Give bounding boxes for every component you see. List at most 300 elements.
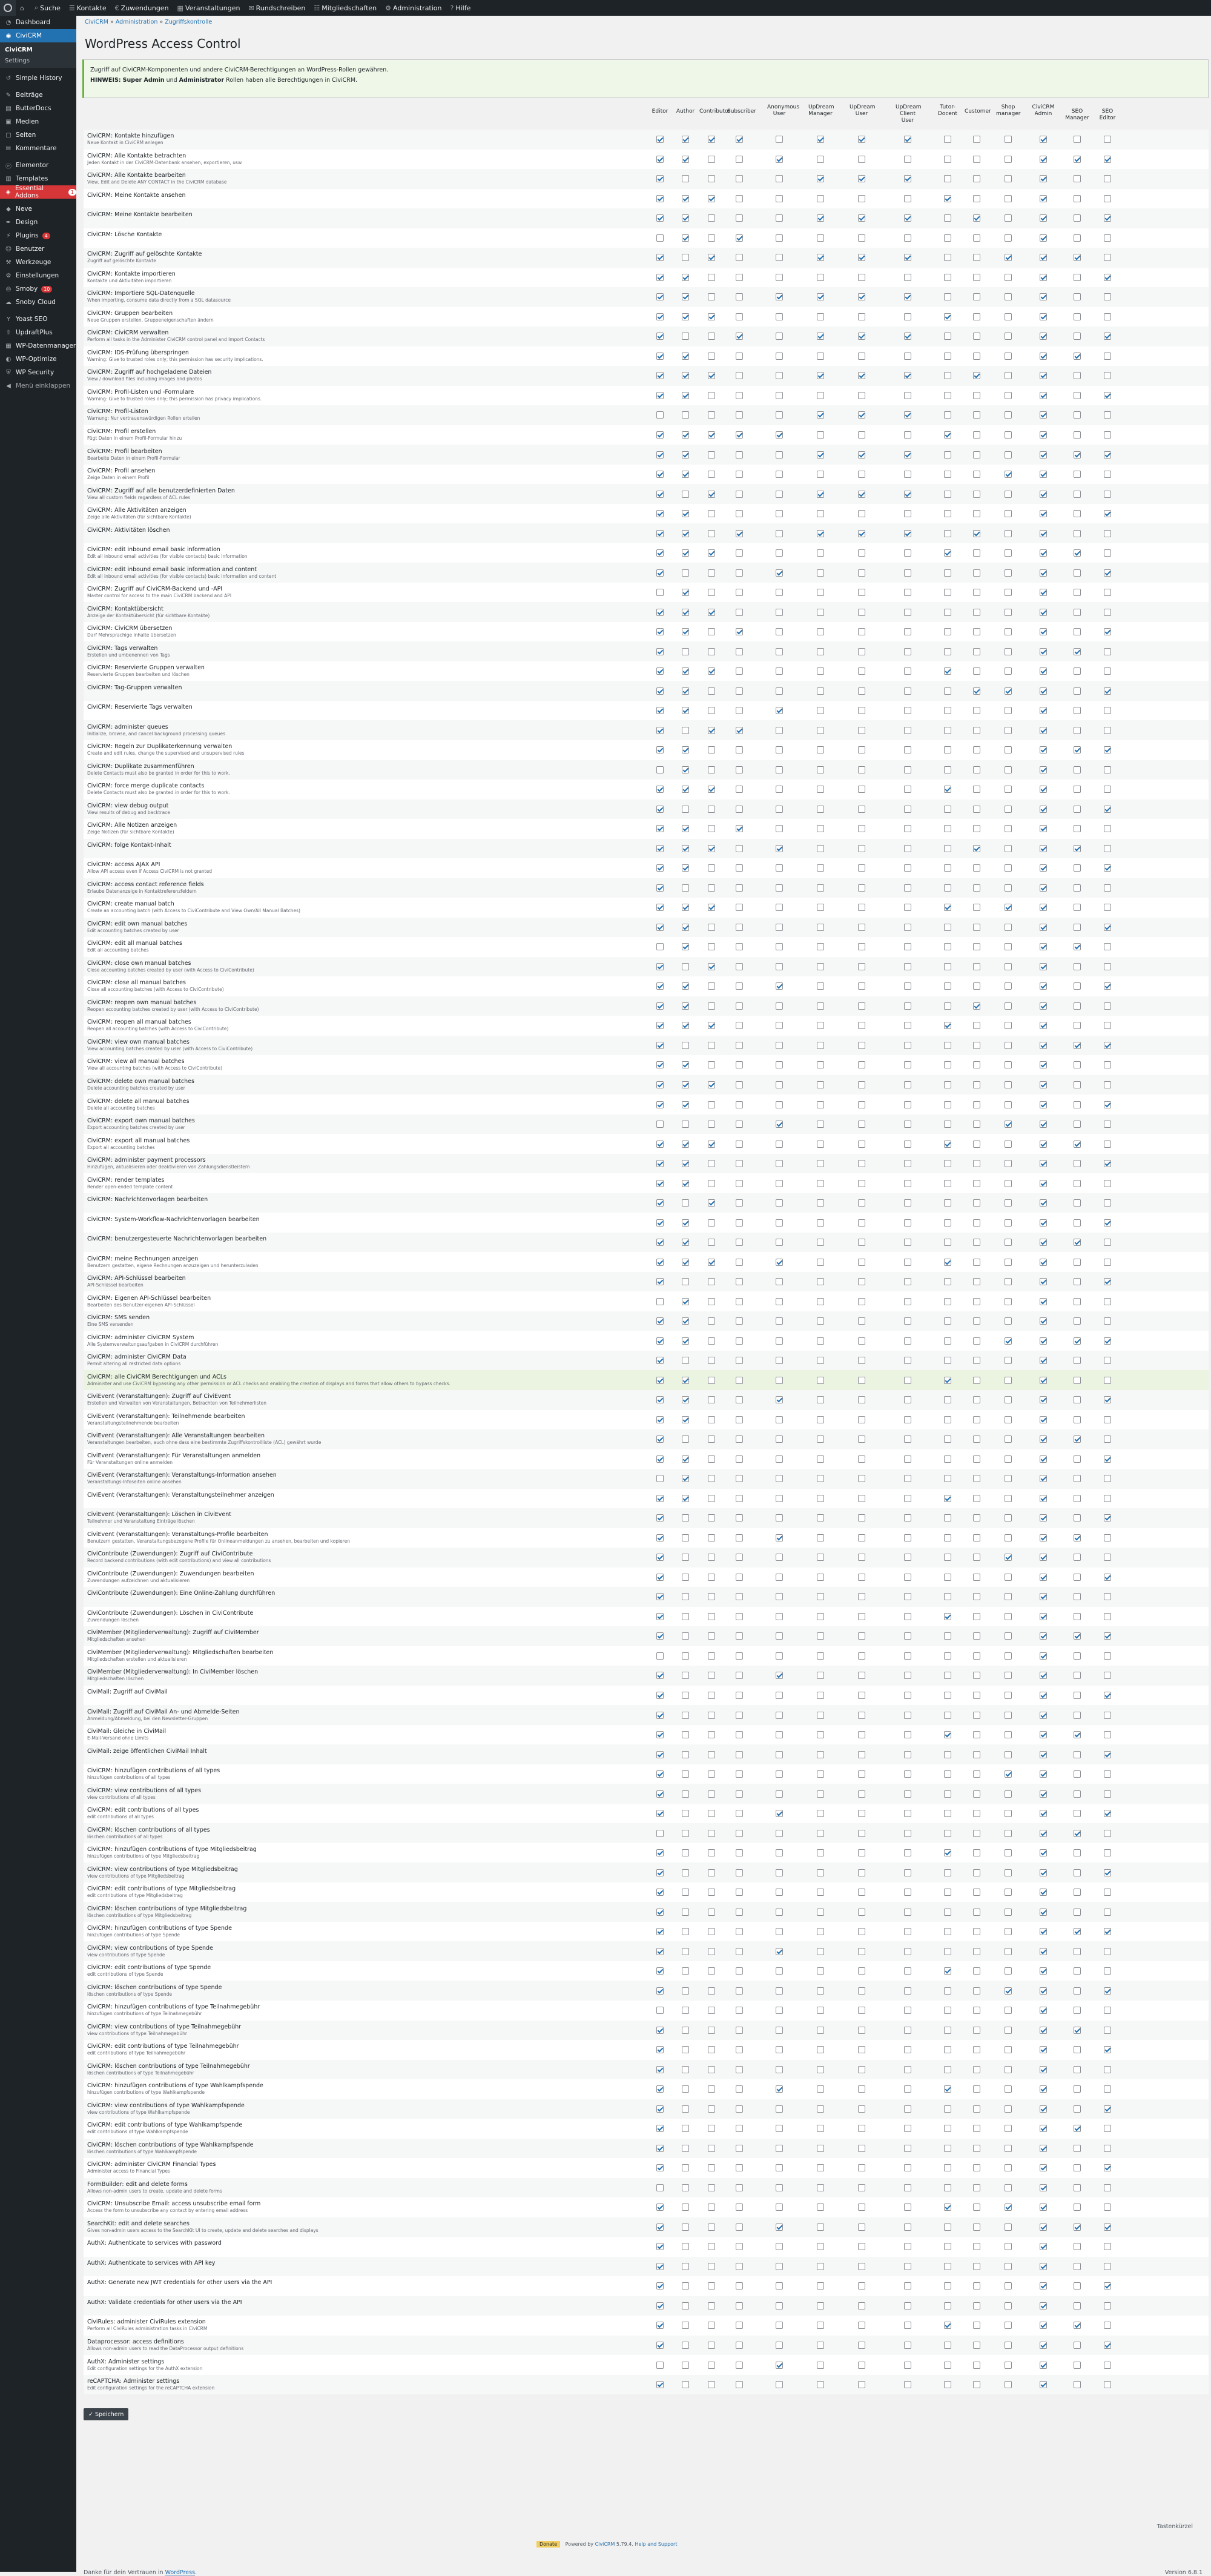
permission-checkbox[interactable] xyxy=(973,1022,980,1029)
permission-checkbox[interactable] xyxy=(708,1909,715,1916)
permission-checkbox[interactable] xyxy=(656,1377,664,1384)
permission-checkbox[interactable] xyxy=(858,530,865,537)
permission-checkbox[interactable] xyxy=(1074,845,1081,852)
permission-checkbox[interactable] xyxy=(776,1593,783,1600)
permission-checkbox[interactable] xyxy=(973,589,980,596)
permission-checkbox[interactable] xyxy=(736,1987,743,1995)
permission-checkbox[interactable] xyxy=(682,1239,689,1246)
permission-checkbox[interactable] xyxy=(1005,1141,1012,1148)
permission-checkbox[interactable] xyxy=(904,431,911,439)
permission-checkbox[interactable] xyxy=(817,353,824,360)
permission-checkbox[interactable] xyxy=(682,569,689,577)
permission-checkbox[interactable] xyxy=(1040,2027,1047,2034)
sidebar-item[interactable] xyxy=(0,216,76,229)
permission-checkbox[interactable] xyxy=(817,1416,824,1423)
permission-checkbox[interactable] xyxy=(944,2105,951,2113)
permission-checkbox[interactable] xyxy=(1005,1731,1012,1738)
permission-checkbox[interactable] xyxy=(904,2243,911,2250)
permission-checkbox[interactable] xyxy=(682,510,689,517)
permission-checkbox[interactable] xyxy=(817,1593,824,1600)
permission-checkbox[interactable] xyxy=(904,234,911,242)
permission-checkbox[interactable] xyxy=(708,589,715,596)
permission-checkbox[interactable] xyxy=(708,195,715,202)
permission-checkbox[interactable] xyxy=(736,2362,743,2369)
permission-checkbox[interactable] xyxy=(1005,2145,1012,2152)
permission-checkbox[interactable] xyxy=(904,2105,911,2113)
permission-checkbox[interactable] xyxy=(776,1377,783,1384)
permission-checkbox[interactable] xyxy=(904,136,911,143)
permission-checkbox[interactable] xyxy=(776,254,783,261)
permission-checkbox[interactable] xyxy=(682,1061,689,1068)
permission-checkbox[interactable] xyxy=(973,2145,980,2152)
permission-checkbox[interactable] xyxy=(904,1180,911,1187)
permission-checkbox[interactable] xyxy=(1104,2263,1111,2270)
permission-checkbox[interactable] xyxy=(1104,1593,1111,1600)
permission-checkbox[interactable] xyxy=(858,2204,865,2211)
permission-checkbox[interactable] xyxy=(682,589,689,596)
permission-checkbox[interactable] xyxy=(1074,1712,1081,1719)
permission-checkbox[interactable] xyxy=(1005,1909,1012,1916)
permission-checkbox[interactable] xyxy=(817,549,824,557)
permission-checkbox[interactable] xyxy=(1005,2342,1012,2349)
permission-checkbox[interactable] xyxy=(904,451,911,459)
adminbar-item[interactable] xyxy=(111,0,173,16)
permission-checkbox[interactable] xyxy=(776,1849,783,1856)
permission-checkbox[interactable] xyxy=(1005,963,1012,970)
permission-checkbox[interactable] xyxy=(656,746,664,753)
permission-checkbox[interactable] xyxy=(1104,2066,1111,2073)
permission-checkbox[interactable] xyxy=(944,2362,951,2369)
permission-checkbox[interactable] xyxy=(776,1455,783,1463)
permission-checkbox[interactable] xyxy=(817,1652,824,1660)
permission-checkbox[interactable] xyxy=(1040,471,1047,478)
permission-checkbox[interactable] xyxy=(708,372,715,379)
permission-checkbox[interactable] xyxy=(708,1317,715,1325)
permission-checkbox[interactable] xyxy=(776,2322,783,2329)
permission-checkbox[interactable] xyxy=(708,2223,715,2231)
permission-checkbox[interactable] xyxy=(858,707,865,714)
permission-checkbox[interactable] xyxy=(1040,1396,1047,1403)
permission-checkbox[interactable] xyxy=(682,1554,689,1561)
permission-checkbox[interactable] xyxy=(682,1770,689,1778)
permission-checkbox[interactable] xyxy=(708,845,715,852)
permission-checkbox[interactable] xyxy=(1104,274,1111,281)
permission-checkbox[interactable] xyxy=(736,392,743,399)
permission-checkbox[interactable] xyxy=(776,411,783,419)
permission-checkbox[interactable] xyxy=(817,2381,824,2388)
permission-checkbox[interactable] xyxy=(944,2125,951,2132)
permission-checkbox[interactable] xyxy=(708,707,715,714)
permission-checkbox[interactable] xyxy=(776,904,783,911)
permission-checkbox[interactable] xyxy=(944,1377,951,1384)
permission-checkbox[interactable] xyxy=(1005,2362,1012,2369)
permission-checkbox[interactable] xyxy=(904,727,911,734)
permission-checkbox[interactable] xyxy=(1104,333,1111,340)
permission-checkbox[interactable] xyxy=(1104,136,1111,143)
permission-checkbox[interactable] xyxy=(776,214,783,222)
permission-checkbox[interactable] xyxy=(1104,806,1111,813)
permission-checkbox[interactable] xyxy=(776,313,783,320)
permission-checkbox[interactable] xyxy=(682,1180,689,1187)
permission-checkbox[interactable] xyxy=(656,1928,664,1935)
permission-checkbox[interactable] xyxy=(1104,1554,1111,1561)
permission-checkbox[interactable] xyxy=(1074,766,1081,773)
permission-checkbox[interactable] xyxy=(656,786,664,793)
permission-checkbox[interactable] xyxy=(1040,1317,1047,1325)
permission-checkbox[interactable] xyxy=(1005,1298,1012,1305)
permission-checkbox[interactable] xyxy=(1074,628,1081,635)
permission-checkbox[interactable] xyxy=(1074,2125,1081,2132)
permission-checkbox[interactable] xyxy=(817,372,824,379)
permission-checkbox[interactable] xyxy=(1005,313,1012,320)
permission-checkbox[interactable] xyxy=(1040,451,1047,459)
permission-checkbox[interactable] xyxy=(817,1514,824,1521)
permission-checkbox[interactable] xyxy=(1005,1317,1012,1325)
permission-checkbox[interactable] xyxy=(656,530,664,537)
permission-checkbox[interactable] xyxy=(944,1199,951,1207)
permission-checkbox[interactable] xyxy=(776,1396,783,1403)
permission-checkbox[interactable] xyxy=(736,766,743,773)
wordpress-logo-icon[interactable] xyxy=(0,0,16,16)
permission-checkbox[interactable] xyxy=(736,1042,743,1049)
permission-checkbox[interactable] xyxy=(973,1357,980,1364)
permission-checkbox[interactable] xyxy=(1074,2362,1081,2369)
permission-checkbox[interactable] xyxy=(904,1160,911,1167)
permission-checkbox[interactable] xyxy=(736,2381,743,2388)
permission-checkbox[interactable] xyxy=(858,1554,865,1561)
permission-checkbox[interactable] xyxy=(708,1239,715,1246)
permission-checkbox[interactable] xyxy=(944,2342,951,2349)
permission-checkbox[interactable] xyxy=(1104,1455,1111,1463)
permission-checkbox[interactable] xyxy=(682,1731,689,1738)
permission-checkbox[interactable] xyxy=(656,687,664,695)
permission-checkbox[interactable] xyxy=(1040,510,1047,517)
permission-checkbox[interactable] xyxy=(682,156,689,163)
permission-checkbox[interactable] xyxy=(708,392,715,399)
permission-checkbox[interactable] xyxy=(708,353,715,360)
permission-checkbox[interactable] xyxy=(656,214,664,222)
permission-checkbox[interactable] xyxy=(708,1298,715,1305)
permission-checkbox[interactable] xyxy=(973,1869,980,1876)
permission-checkbox[interactable] xyxy=(1074,746,1081,753)
permission-checkbox[interactable] xyxy=(1005,884,1012,892)
permission-checkbox[interactable] xyxy=(1005,648,1012,655)
permission-checkbox[interactable] xyxy=(973,313,980,320)
permission-checkbox[interactable] xyxy=(776,2027,783,2034)
permission-checkbox[interactable] xyxy=(904,333,911,340)
permission-checkbox[interactable] xyxy=(1005,411,1012,419)
permission-checkbox[interactable] xyxy=(858,1141,865,1148)
permission-checkbox[interactable] xyxy=(708,1101,715,1108)
permission-checkbox[interactable] xyxy=(904,1967,911,1975)
permission-checkbox[interactable] xyxy=(708,2381,715,2388)
permission-checkbox[interactable] xyxy=(944,648,951,655)
permission-checkbox[interactable] xyxy=(1040,1593,1047,1600)
permission-checkbox[interactable] xyxy=(656,2263,664,2270)
permission-checkbox[interactable] xyxy=(1005,1042,1012,1049)
permission-checkbox[interactable] xyxy=(858,313,865,320)
permission-checkbox[interactable] xyxy=(708,549,715,557)
permission-checkbox[interactable] xyxy=(708,864,715,872)
permission-checkbox[interactable] xyxy=(1040,2381,1047,2388)
permission-checkbox[interactable] xyxy=(708,924,715,931)
permission-checkbox[interactable] xyxy=(1005,1692,1012,1699)
permission-checkbox[interactable] xyxy=(1005,1278,1012,1285)
permission-checkbox[interactable] xyxy=(656,1022,664,1029)
permission-checkbox[interactable] xyxy=(1005,1416,1012,1423)
permission-checkbox[interactable] xyxy=(1040,156,1047,163)
sidebar-item[interactable] xyxy=(0,313,76,326)
permission-checkbox[interactable] xyxy=(1005,609,1012,616)
permission-checkbox[interactable] xyxy=(973,1475,980,1482)
permission-checkbox[interactable] xyxy=(656,333,664,340)
permission-checkbox[interactable] xyxy=(656,1810,664,1817)
permission-checkbox[interactable] xyxy=(1104,2105,1111,2113)
permission-checkbox[interactable] xyxy=(776,353,783,360)
permission-checkbox[interactable] xyxy=(904,2302,911,2309)
permission-checkbox[interactable] xyxy=(817,667,824,675)
permission-checkbox[interactable] xyxy=(1104,1199,1111,1207)
sidebar-item[interactable] xyxy=(0,71,76,85)
permission-checkbox[interactable] xyxy=(656,1357,664,1364)
permission-checkbox[interactable] xyxy=(904,195,911,202)
permission-checkbox[interactable] xyxy=(1005,175,1012,182)
permission-checkbox[interactable] xyxy=(656,2066,664,2073)
permission-checkbox[interactable] xyxy=(708,982,715,990)
permission-checkbox[interactable] xyxy=(1104,1337,1111,1345)
permission-checkbox[interactable] xyxy=(1074,1061,1081,1068)
permission-checkbox[interactable] xyxy=(1005,2302,1012,2309)
permission-checkbox[interactable] xyxy=(1040,609,1047,616)
permission-checkbox[interactable] xyxy=(973,1377,980,1384)
permission-checkbox[interactable] xyxy=(817,2007,824,2014)
permission-checkbox[interactable] xyxy=(776,510,783,517)
permission-checkbox[interactable] xyxy=(858,2164,865,2171)
permission-checkbox[interactable] xyxy=(904,1239,911,1246)
permission-checkbox[interactable] xyxy=(708,1121,715,1128)
permission-checkbox[interactable] xyxy=(904,943,911,950)
permission-checkbox[interactable] xyxy=(944,2164,951,2171)
permission-checkbox[interactable] xyxy=(904,1377,911,1384)
permission-checkbox[interactable] xyxy=(776,1751,783,1758)
permission-checkbox[interactable] xyxy=(944,687,951,695)
permission-checkbox[interactable] xyxy=(776,530,783,537)
permission-checkbox[interactable] xyxy=(904,2007,911,2014)
permission-checkbox[interactable] xyxy=(1040,353,1047,360)
permission-checkbox[interactable] xyxy=(944,1002,951,1010)
permission-checkbox[interactable] xyxy=(944,746,951,753)
permission-checkbox[interactable] xyxy=(944,2007,951,2014)
permission-checkbox[interactable] xyxy=(904,1259,911,1266)
permission-checkbox[interactable] xyxy=(858,1632,865,1640)
adminbar-item[interactable] xyxy=(244,0,309,16)
permission-checkbox[interactable] xyxy=(973,1849,980,1856)
permission-checkbox[interactable] xyxy=(708,1514,715,1521)
permission-checkbox[interactable] xyxy=(1104,2085,1111,2093)
permission-checkbox[interactable] xyxy=(904,628,911,635)
permission-checkbox[interactable] xyxy=(973,1101,980,1108)
permission-checkbox[interactable] xyxy=(1040,687,1047,695)
permission-checkbox[interactable] xyxy=(1040,924,1047,931)
permission-checkbox[interactable] xyxy=(817,333,824,340)
permission-checkbox[interactable] xyxy=(904,1317,911,1325)
permission-checkbox[interactable] xyxy=(656,1534,664,1541)
permission-checkbox[interactable] xyxy=(817,943,824,950)
permission-checkbox[interactable] xyxy=(817,1574,824,1581)
permission-checkbox[interactable] xyxy=(736,2342,743,2349)
permission-checkbox[interactable] xyxy=(682,1435,689,1443)
permission-checkbox[interactable] xyxy=(1040,549,1047,557)
permission-checkbox[interactable] xyxy=(776,1180,783,1187)
permission-checkbox[interactable] xyxy=(817,2085,824,2093)
permission-checkbox[interactable] xyxy=(736,1121,743,1128)
permission-checkbox[interactable] xyxy=(708,254,715,261)
permission-checkbox[interactable] xyxy=(1040,2046,1047,2053)
permission-checkbox[interactable] xyxy=(904,1514,911,1521)
permission-checkbox[interactable] xyxy=(656,589,664,596)
permission-checkbox[interactable] xyxy=(817,136,824,143)
permission-checkbox[interactable] xyxy=(1104,943,1111,950)
permission-checkbox[interactable] xyxy=(736,1435,743,1443)
permission-checkbox[interactable] xyxy=(1104,1121,1111,1128)
permission-checkbox[interactable] xyxy=(1005,1495,1012,1502)
permission-checkbox[interactable] xyxy=(1040,1712,1047,1719)
permission-checkbox[interactable] xyxy=(858,904,865,911)
permission-checkbox[interactable] xyxy=(973,1652,980,1660)
permission-checkbox[interactable] xyxy=(1005,510,1012,517)
permission-checkbox[interactable] xyxy=(858,1199,865,1207)
permission-checkbox[interactable] xyxy=(817,628,824,635)
permission-checkbox[interactable] xyxy=(1005,1889,1012,1896)
permission-checkbox[interactable] xyxy=(776,727,783,734)
permission-checkbox[interactable] xyxy=(708,746,715,753)
permission-checkbox[interactable] xyxy=(682,1790,689,1798)
permission-checkbox[interactable] xyxy=(817,845,824,852)
permission-checkbox[interactable] xyxy=(656,1121,664,1128)
permission-checkbox[interactable] xyxy=(944,471,951,478)
permission-checkbox[interactable] xyxy=(656,1672,664,1679)
permission-checkbox[interactable] xyxy=(1040,1357,1047,1364)
permission-checkbox[interactable] xyxy=(776,1692,783,1699)
permission-checkbox[interactable] xyxy=(1074,195,1081,202)
permission-checkbox[interactable] xyxy=(1040,274,1047,281)
permission-checkbox[interactable] xyxy=(682,1002,689,1010)
permission-checkbox[interactable] xyxy=(944,2027,951,2034)
permission-checkbox[interactable] xyxy=(904,274,911,281)
permission-checkbox[interactable] xyxy=(1074,254,1081,261)
sidebar-item[interactable] xyxy=(0,242,76,256)
permission-checkbox[interactable] xyxy=(708,1948,715,1955)
permission-checkbox[interactable] xyxy=(1005,628,1012,635)
permission-checkbox[interactable] xyxy=(944,313,951,320)
permission-checkbox[interactable] xyxy=(1005,2027,1012,2034)
permission-checkbox[interactable] xyxy=(708,1061,715,1068)
permission-checkbox[interactable] xyxy=(973,1317,980,1325)
permission-checkbox[interactable] xyxy=(682,1909,689,1916)
permission-checkbox[interactable] xyxy=(1104,1830,1111,1837)
breadcrumb-civicrm[interactable]: CiviCRM xyxy=(85,19,108,25)
permission-checkbox[interactable] xyxy=(817,1928,824,1935)
permission-checkbox[interactable] xyxy=(1074,1278,1081,1285)
permission-checkbox[interactable] xyxy=(1040,2342,1047,2349)
permission-checkbox[interactable] xyxy=(1040,2105,1047,2113)
permission-checkbox[interactable] xyxy=(708,2066,715,2073)
permission-checkbox[interactable] xyxy=(817,864,824,872)
permission-checkbox[interactable] xyxy=(736,372,743,379)
permission-checkbox[interactable] xyxy=(708,569,715,577)
permission-checkbox[interactable] xyxy=(776,2302,783,2309)
permission-checkbox[interactable] xyxy=(817,1002,824,1010)
permission-checkbox[interactable] xyxy=(944,549,951,557)
permission-checkbox[interactable] xyxy=(682,313,689,320)
permission-checkbox[interactable] xyxy=(708,156,715,163)
permission-checkbox[interactable] xyxy=(1005,2184,1012,2191)
permission-checkbox[interactable] xyxy=(656,2362,664,2369)
permission-checkbox[interactable] xyxy=(708,2362,715,2369)
permission-checkbox[interactable] xyxy=(776,1909,783,1916)
permission-checkbox[interactable] xyxy=(656,825,664,832)
permission-checkbox[interactable] xyxy=(1005,864,1012,872)
permission-checkbox[interactable] xyxy=(1074,411,1081,419)
permission-checkbox[interactable] xyxy=(736,1948,743,1955)
permission-checkbox[interactable] xyxy=(708,1337,715,1345)
permission-checkbox[interactable] xyxy=(904,1337,911,1345)
permission-checkbox[interactable] xyxy=(858,2302,865,2309)
permission-checkbox[interactable] xyxy=(1074,1889,1081,1896)
permission-checkbox[interactable] xyxy=(1005,1967,1012,1975)
permission-checkbox[interactable] xyxy=(656,392,664,399)
permission-checkbox[interactable] xyxy=(973,1514,980,1521)
permission-checkbox[interactable] xyxy=(904,845,911,852)
permission-checkbox[interactable] xyxy=(1104,1396,1111,1403)
permission-checkbox[interactable] xyxy=(858,825,865,832)
permission-checkbox[interactable] xyxy=(1104,1416,1111,1423)
permission-checkbox[interactable] xyxy=(1074,2263,1081,2270)
permission-checkbox[interactable] xyxy=(708,2027,715,2034)
permission-checkbox[interactable] xyxy=(1074,1514,1081,1521)
permission-checkbox[interactable] xyxy=(1074,1239,1081,1246)
permission-checkbox[interactable] xyxy=(1040,1160,1047,1167)
permission-checkbox[interactable] xyxy=(1040,727,1047,734)
permission-checkbox[interactable] xyxy=(817,1613,824,1620)
permission-checkbox[interactable] xyxy=(736,2302,743,2309)
sidebar-item[interactable] xyxy=(0,16,76,29)
permission-checkbox[interactable] xyxy=(1104,1967,1111,1975)
permission-checkbox[interactable] xyxy=(708,1042,715,1049)
permission-checkbox[interactable] xyxy=(682,1869,689,1876)
permission-checkbox[interactable] xyxy=(1074,569,1081,577)
permission-checkbox[interactable] xyxy=(1104,845,1111,852)
permission-checkbox[interactable] xyxy=(1104,1712,1111,1719)
permission-checkbox[interactable] xyxy=(1074,2007,1081,2014)
permission-checkbox[interactable] xyxy=(973,1199,980,1207)
permission-checkbox[interactable] xyxy=(1040,766,1047,773)
permission-checkbox[interactable] xyxy=(944,1101,951,1108)
permission-checkbox[interactable] xyxy=(1104,1652,1111,1660)
permission-checkbox[interactable] xyxy=(736,1712,743,1719)
sidebar-item[interactable] xyxy=(0,296,76,309)
permission-checkbox[interactable] xyxy=(1005,2263,1012,2270)
permission-checkbox[interactable] xyxy=(682,1593,689,1600)
permission-checkbox[interactable] xyxy=(944,1180,951,1187)
permission-checkbox[interactable] xyxy=(904,746,911,753)
permission-checkbox[interactable] xyxy=(1074,1141,1081,1148)
permission-checkbox[interactable] xyxy=(708,766,715,773)
permission-checkbox[interactable] xyxy=(1104,195,1111,202)
permission-checkbox[interactable] xyxy=(944,1416,951,1423)
permission-checkbox[interactable] xyxy=(1074,136,1081,143)
permission-checkbox[interactable] xyxy=(944,1948,951,1955)
